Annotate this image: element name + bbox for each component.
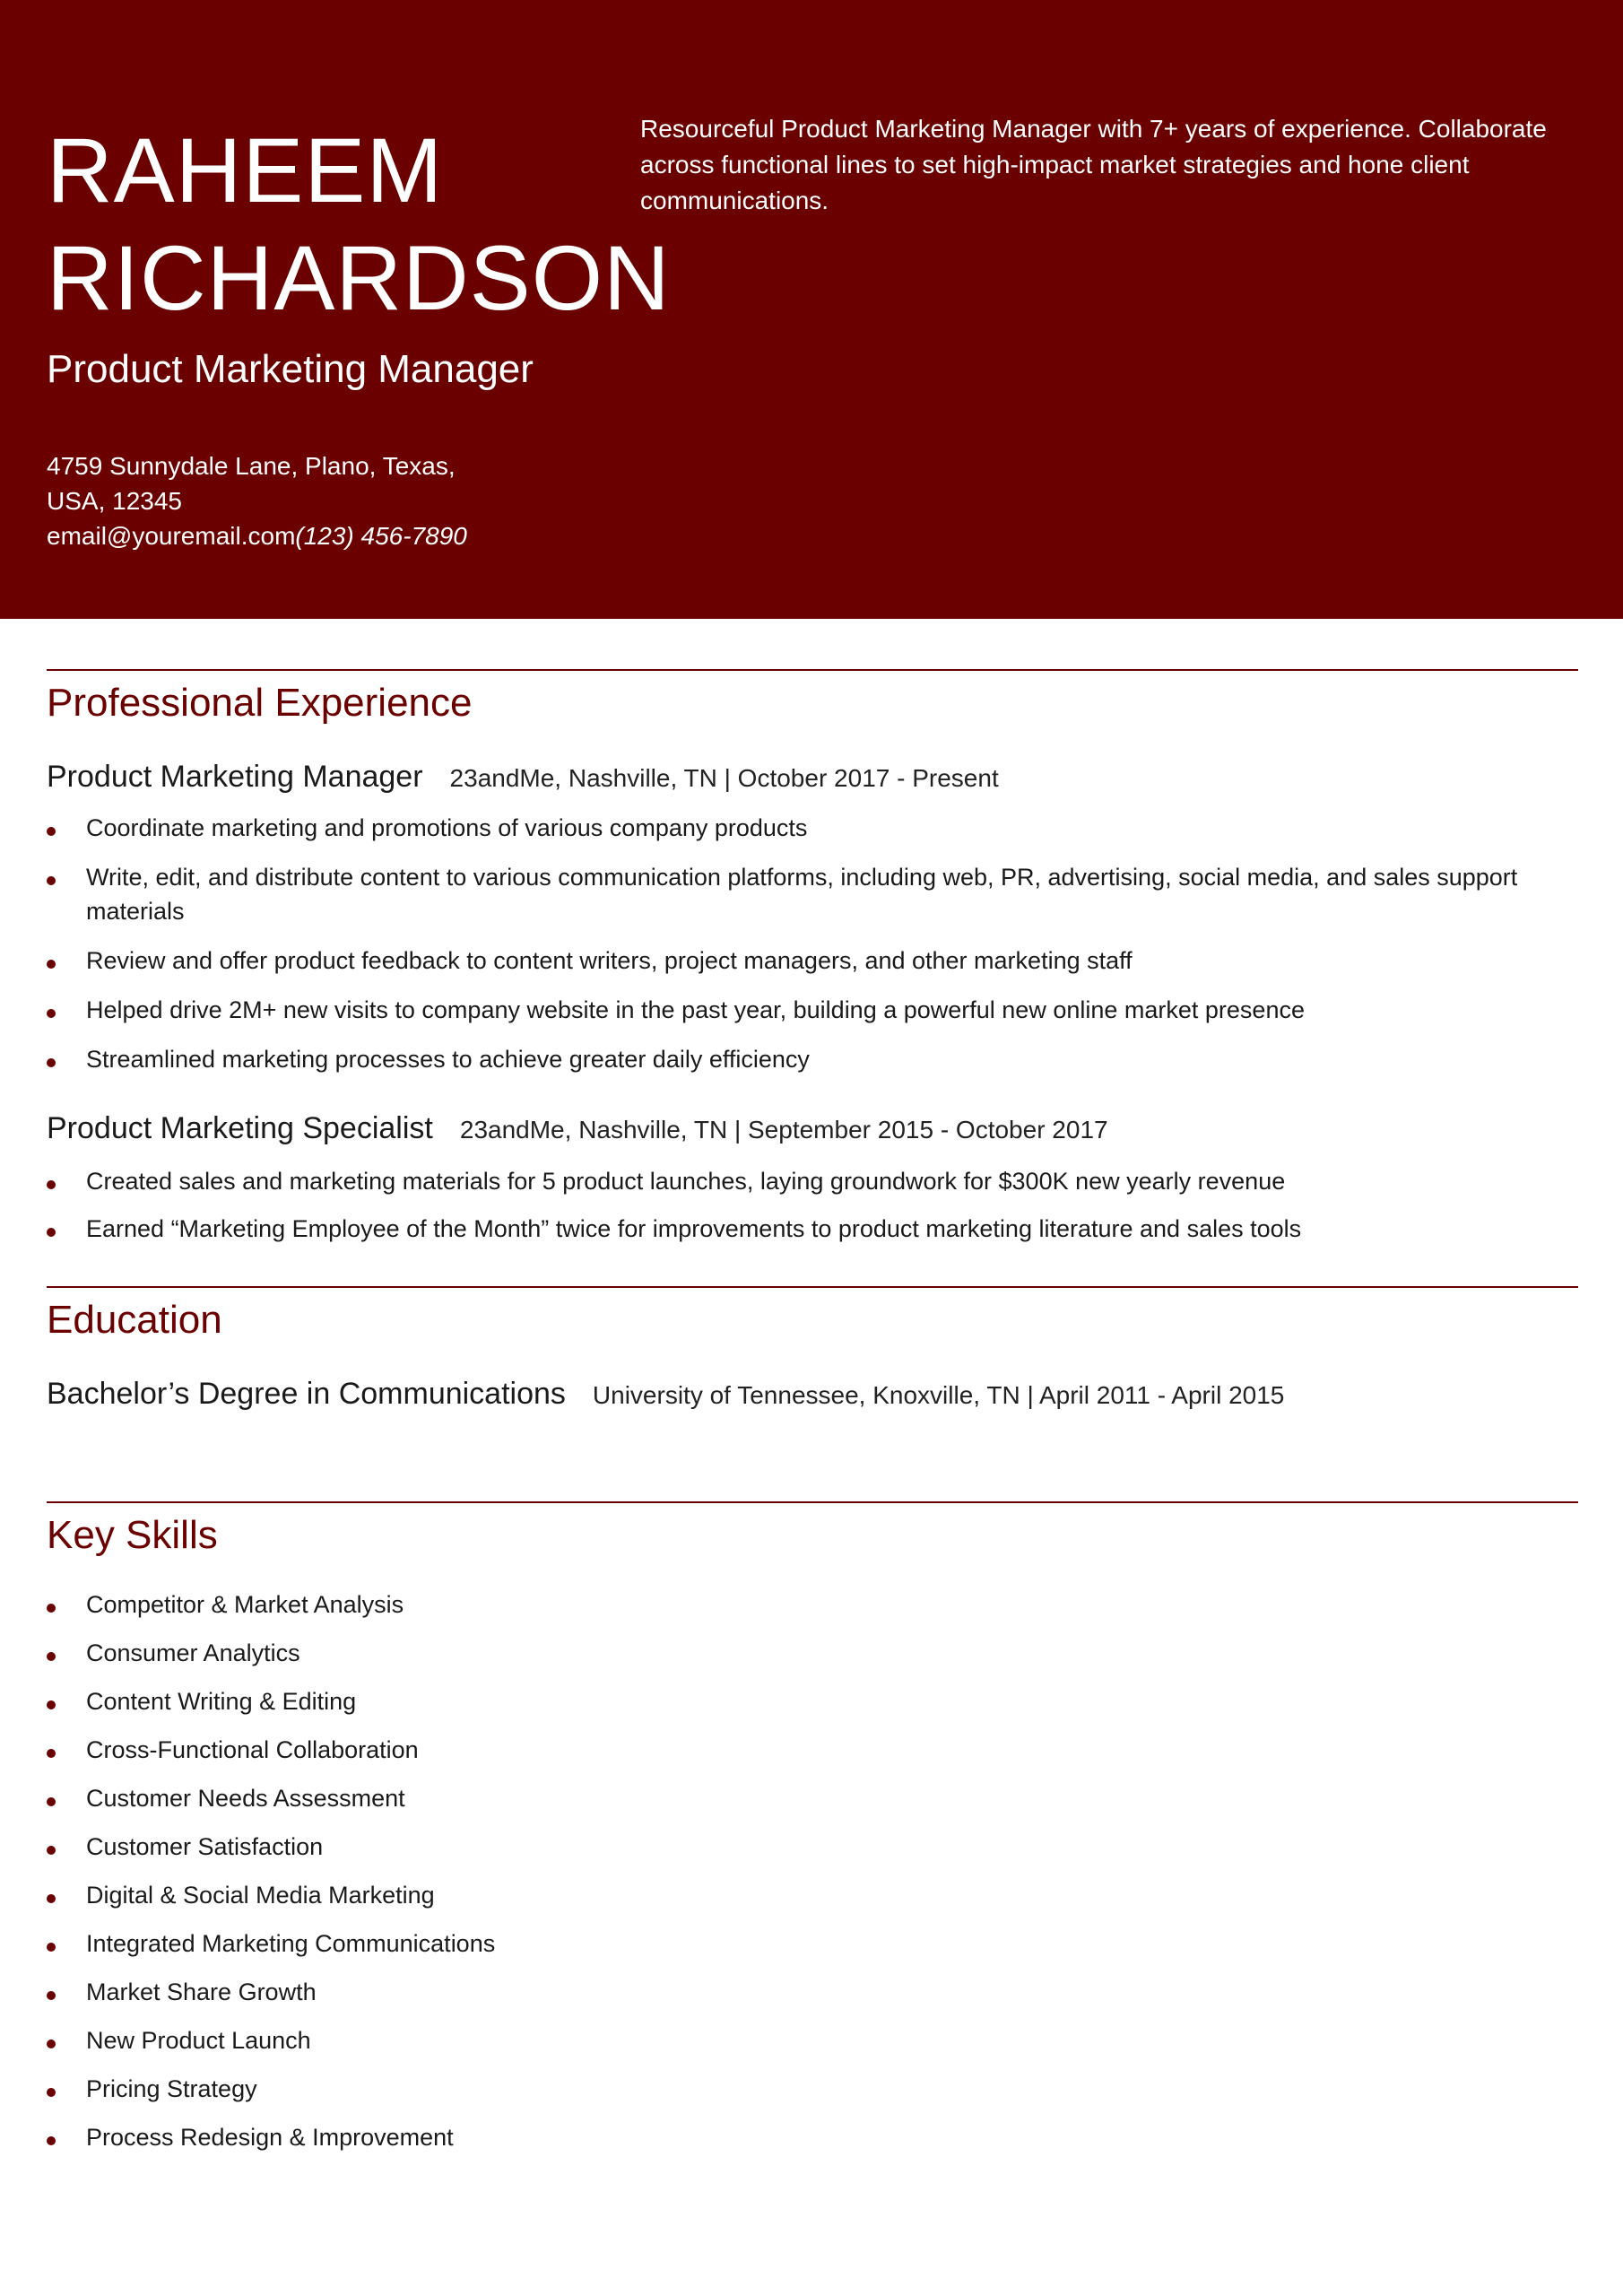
list-item: Digital & Social Media Marketing <box>47 1878 1578 1912</box>
bullet-icon <box>47 1943 56 1952</box>
job-meta: 23andMe, Nashville, TN | September 2015 - October 2017 <box>459 1116 1108 1144</box>
list-item: Coordinate marketing and promotions of various company products <box>47 811 1578 845</box>
candidate-name <box>47 117 671 332</box>
job-header <box>47 759 999 796</box>
list-item: Consumer Analytics <box>47 1636 1578 1670</box>
list-item: Customer Satisfaction <box>47 1830 1578 1864</box>
bullet-icon <box>47 1604 56 1613</box>
bullet-icon <box>47 2039 56 2048</box>
bullet-icon <box>47 2088 56 2097</box>
bullet-icon <box>47 1749 56 1758</box>
resume-header <box>0 0 1623 619</box>
candidate-role: Product Marketing Manager <box>47 347 534 391</box>
bullet-icon <box>47 1894 56 1903</box>
bullet-icon <box>47 1846 56 1855</box>
job-title: Product Marketing Manager <box>47 760 423 794</box>
candidate-address: 4759 Sunnydale Lane, Plano, Texas, USA, 12345 <box>47 452 456 515</box>
bullet-icon <box>47 1228 56 1237</box>
list-item: Customer Needs Assessment <box>47 1781 1578 1815</box>
list-item: Earned “Marketing Employee of the Month” twice for improvements to product marketing literature and sales tools <box>47 1212 1578 1246</box>
bullet-icon <box>47 960 56 969</box>
education-entry <box>47 1376 1284 1413</box>
list-item: New Product Launch <box>47 2023 1578 2057</box>
section-divider <box>47 669 1578 671</box>
section-divider <box>47 1501 1578 1503</box>
job-title: Product Marketing Specialist <box>47 1111 433 1145</box>
bullet-icon <box>47 827 56 836</box>
name-first: RAHEEM <box>47 119 444 222</box>
list-item: Content Writing & Editing <box>47 1684 1578 1718</box>
bullet-icon <box>47 1991 56 2000</box>
job-bullets <box>47 811 1578 1076</box>
degree-meta: University of Tennessee, Knoxville, TN | April 2011 - April 2015 <box>592 1381 1285 1409</box>
list-item: Integrated Marketing Communications <box>47 1926 1578 1961</box>
list-item: Competitor & Market Analysis <box>47 1587 1578 1622</box>
list-item: Review and offer product feedback to content writers, project managers, and other marketing staff <box>47 944 1578 978</box>
name-last: RICHARDSON <box>47 227 671 329</box>
degree-title: Bachelor’s Degree in Communications <box>47 1377 566 1411</box>
list-item: Helped drive 2M+ new visits to company website in the past year, building a powerful new online market presence <box>47 993 1578 1027</box>
skills-list <box>47 1587 1578 2154</box>
phone-number[interactable]: (123) 456-7890 <box>295 522 467 550</box>
job-meta: 23andMe, Nashville, TN | October 2017 - Present <box>449 764 999 792</box>
list-item: Market Share Growth <box>47 1975 1578 2009</box>
list-item: Pricing Strategy <box>47 2072 1578 2106</box>
list-item: Process Redesign & Improvement <box>47 2120 1578 2154</box>
bullet-icon <box>47 1797 56 1806</box>
bullet-icon <box>47 1058 56 1067</box>
list-item: Write, edit, and distribute content to various communication platforms, including web, PR, advertising, social media, and sales support materials <box>47 860 1578 928</box>
bullet-icon <box>47 876 56 885</box>
list-item: Created sales and marketing materials for 5 product launches, laying groundwork for $300K new yearly revenue <box>47 1164 1578 1198</box>
contact-line <box>47 518 467 553</box>
education-heading: Education <box>47 1298 222 1342</box>
bullet-icon <box>47 1700 56 1709</box>
profile-summary: Resourceful Product Marketing Manager with 7+ years of experience. Collaborate across functional lines to set high-impact market strategies and hone client communications. <box>640 115 1547 214</box>
bullet-icon <box>47 1180 56 1189</box>
job-bullets <box>47 1164 1578 1246</box>
experience-heading: Professional Experience <box>47 681 473 725</box>
bullet-icon <box>47 1009 56 1018</box>
bullet-icon <box>47 2136 56 2145</box>
job-header <box>47 1110 1108 1148</box>
list-item: Cross-Functional Collaboration <box>47 1733 1578 1767</box>
skills-heading: Key Skills <box>47 1513 218 1557</box>
bullet-icon <box>47 1652 56 1661</box>
section-divider <box>47 1286 1578 1288</box>
email-link[interactable]: email@youremail.com <box>47 522 296 550</box>
list-item: Streamlined marketing processes to achieve greater daily efficiency <box>47 1042 1578 1076</box>
